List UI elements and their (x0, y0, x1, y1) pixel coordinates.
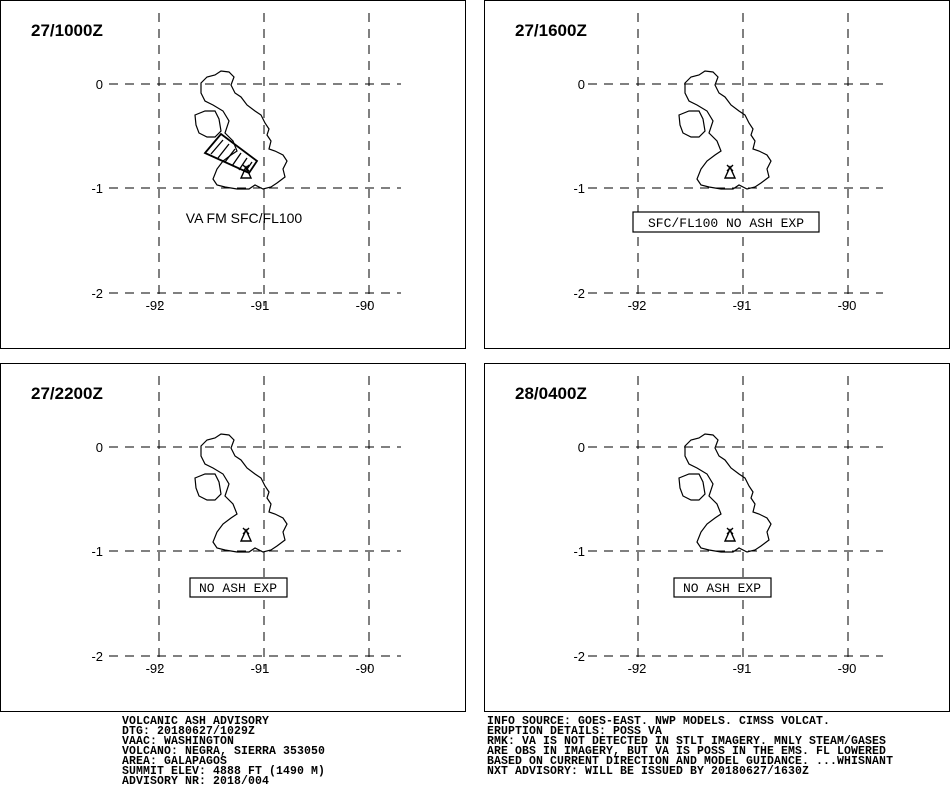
volcano-icon (725, 165, 735, 178)
lat-tick-2: -2 (91, 286, 103, 301)
footer-left-line: VOLCANIC ASH ADVISORY (122, 715, 270, 728)
lon-tick-2: -90 (837, 661, 857, 676)
lat-tick-1: -1 (91, 181, 103, 196)
advisory-info-left (122, 717, 325, 787)
footer-right-line: ARE OBS IN IMAGERY, BUT VA IS POSS IN THE EMS. FL LOWERED (487, 745, 887, 758)
footer-left-line: DTG: 20180627/1029Z (122, 725, 256, 738)
footer-right-line: NXT ADVISORY: WILL BE ISSUED BY 20180627/1630Z (487, 765, 810, 778)
volcano-icon (241, 528, 251, 541)
lat-tick-1: -1 (573, 544, 585, 559)
panel-label: NO ASH EXP (682, 581, 762, 596)
footer-left-line: VOLCANO: NEGRA, SIERRA 353050 (122, 745, 326, 758)
panel-time: 27/1000Z (31, 21, 103, 40)
lon-tick-2: -90 (355, 298, 375, 313)
map-panel-2 (484, 0, 950, 349)
grid-lines (588, 13, 883, 306)
map-svg-4 (485, 364, 950, 713)
lon-tick-1: -91 (250, 661, 270, 676)
map-svg-3 (1, 364, 467, 713)
lat-tick-2: -2 (91, 649, 103, 664)
lat-tick-2: -2 (573, 649, 585, 664)
footer-left-line: ADVISORY NR: 2018/004 (122, 775, 270, 788)
map-panel-1 (0, 0, 466, 349)
grid-lines (109, 376, 401, 669)
lat-tick-0: 0 (95, 440, 103, 455)
panel-time: 27/2200Z (31, 384, 103, 403)
lat-tick-0: 0 (577, 440, 585, 455)
map-svg-1 (1, 1, 467, 350)
map-svg-2 (485, 1, 950, 350)
footer-right-line: ERUPTION DETAILS: POSS VA (487, 725, 663, 738)
panel-label: NO ASH EXP (198, 581, 278, 596)
lon-tick-2: -90 (837, 298, 857, 313)
map-panel-3 (0, 363, 466, 712)
lon-tick-1: -91 (732, 661, 752, 676)
lat-tick-0: 0 (577, 77, 585, 92)
lat-tick-1: -1 (91, 544, 103, 559)
ash-area (205, 134, 257, 173)
lat-tick-1: -1 (573, 181, 585, 196)
map-panel-4 (484, 363, 950, 712)
lon-tick-1: -91 (732, 298, 752, 313)
island-outline (679, 71, 771, 189)
lon-tick-2: -90 (355, 661, 375, 676)
lon-tick-0: -92 (145, 298, 165, 313)
lon-tick-0: -92 (627, 298, 647, 313)
footer-left-line: AREA: GALAPAGOS (122, 755, 228, 768)
lon-tick-0: -92 (627, 661, 647, 676)
footer-right-line: RMK: VA IS NOT DETECTED IN STLT IMAGERY. MNLY STEAM/GASES (487, 735, 887, 748)
advisory-info-right (487, 717, 893, 777)
footer-right-line: INFO SOURCE: GOES-EAST. NWP MODELS. CIMSS VOLCAT. (487, 715, 831, 728)
volcano-icon (725, 528, 735, 541)
footer-right-line: BASED ON CURRENT DIRECTION AND MODEL GUIDANCE. ...WHISNANT (487, 755, 894, 768)
panel-label: SFC/FL100 NO ASH EXP (647, 216, 805, 231)
lat-tick-0: 0 (95, 77, 103, 92)
island-outline (195, 71, 287, 189)
panel-label: VA FM SFC/FL100 (185, 210, 303, 226)
footer-left-line: SUMMIT ELEV: 4888 FT (1490 M) (122, 765, 326, 778)
island-outline (679, 434, 771, 552)
panel-time: 27/1600Z (515, 21, 587, 40)
panel-time: 28/0400Z (515, 384, 587, 403)
lon-tick-0: -92 (145, 661, 165, 676)
footer-left-line: VAAC: WASHINGTON (122, 735, 235, 748)
lon-tick-1: -91 (250, 298, 270, 313)
grid-lines (588, 376, 883, 669)
lat-tick-2: -2 (573, 286, 585, 301)
island-outline (195, 434, 287, 552)
